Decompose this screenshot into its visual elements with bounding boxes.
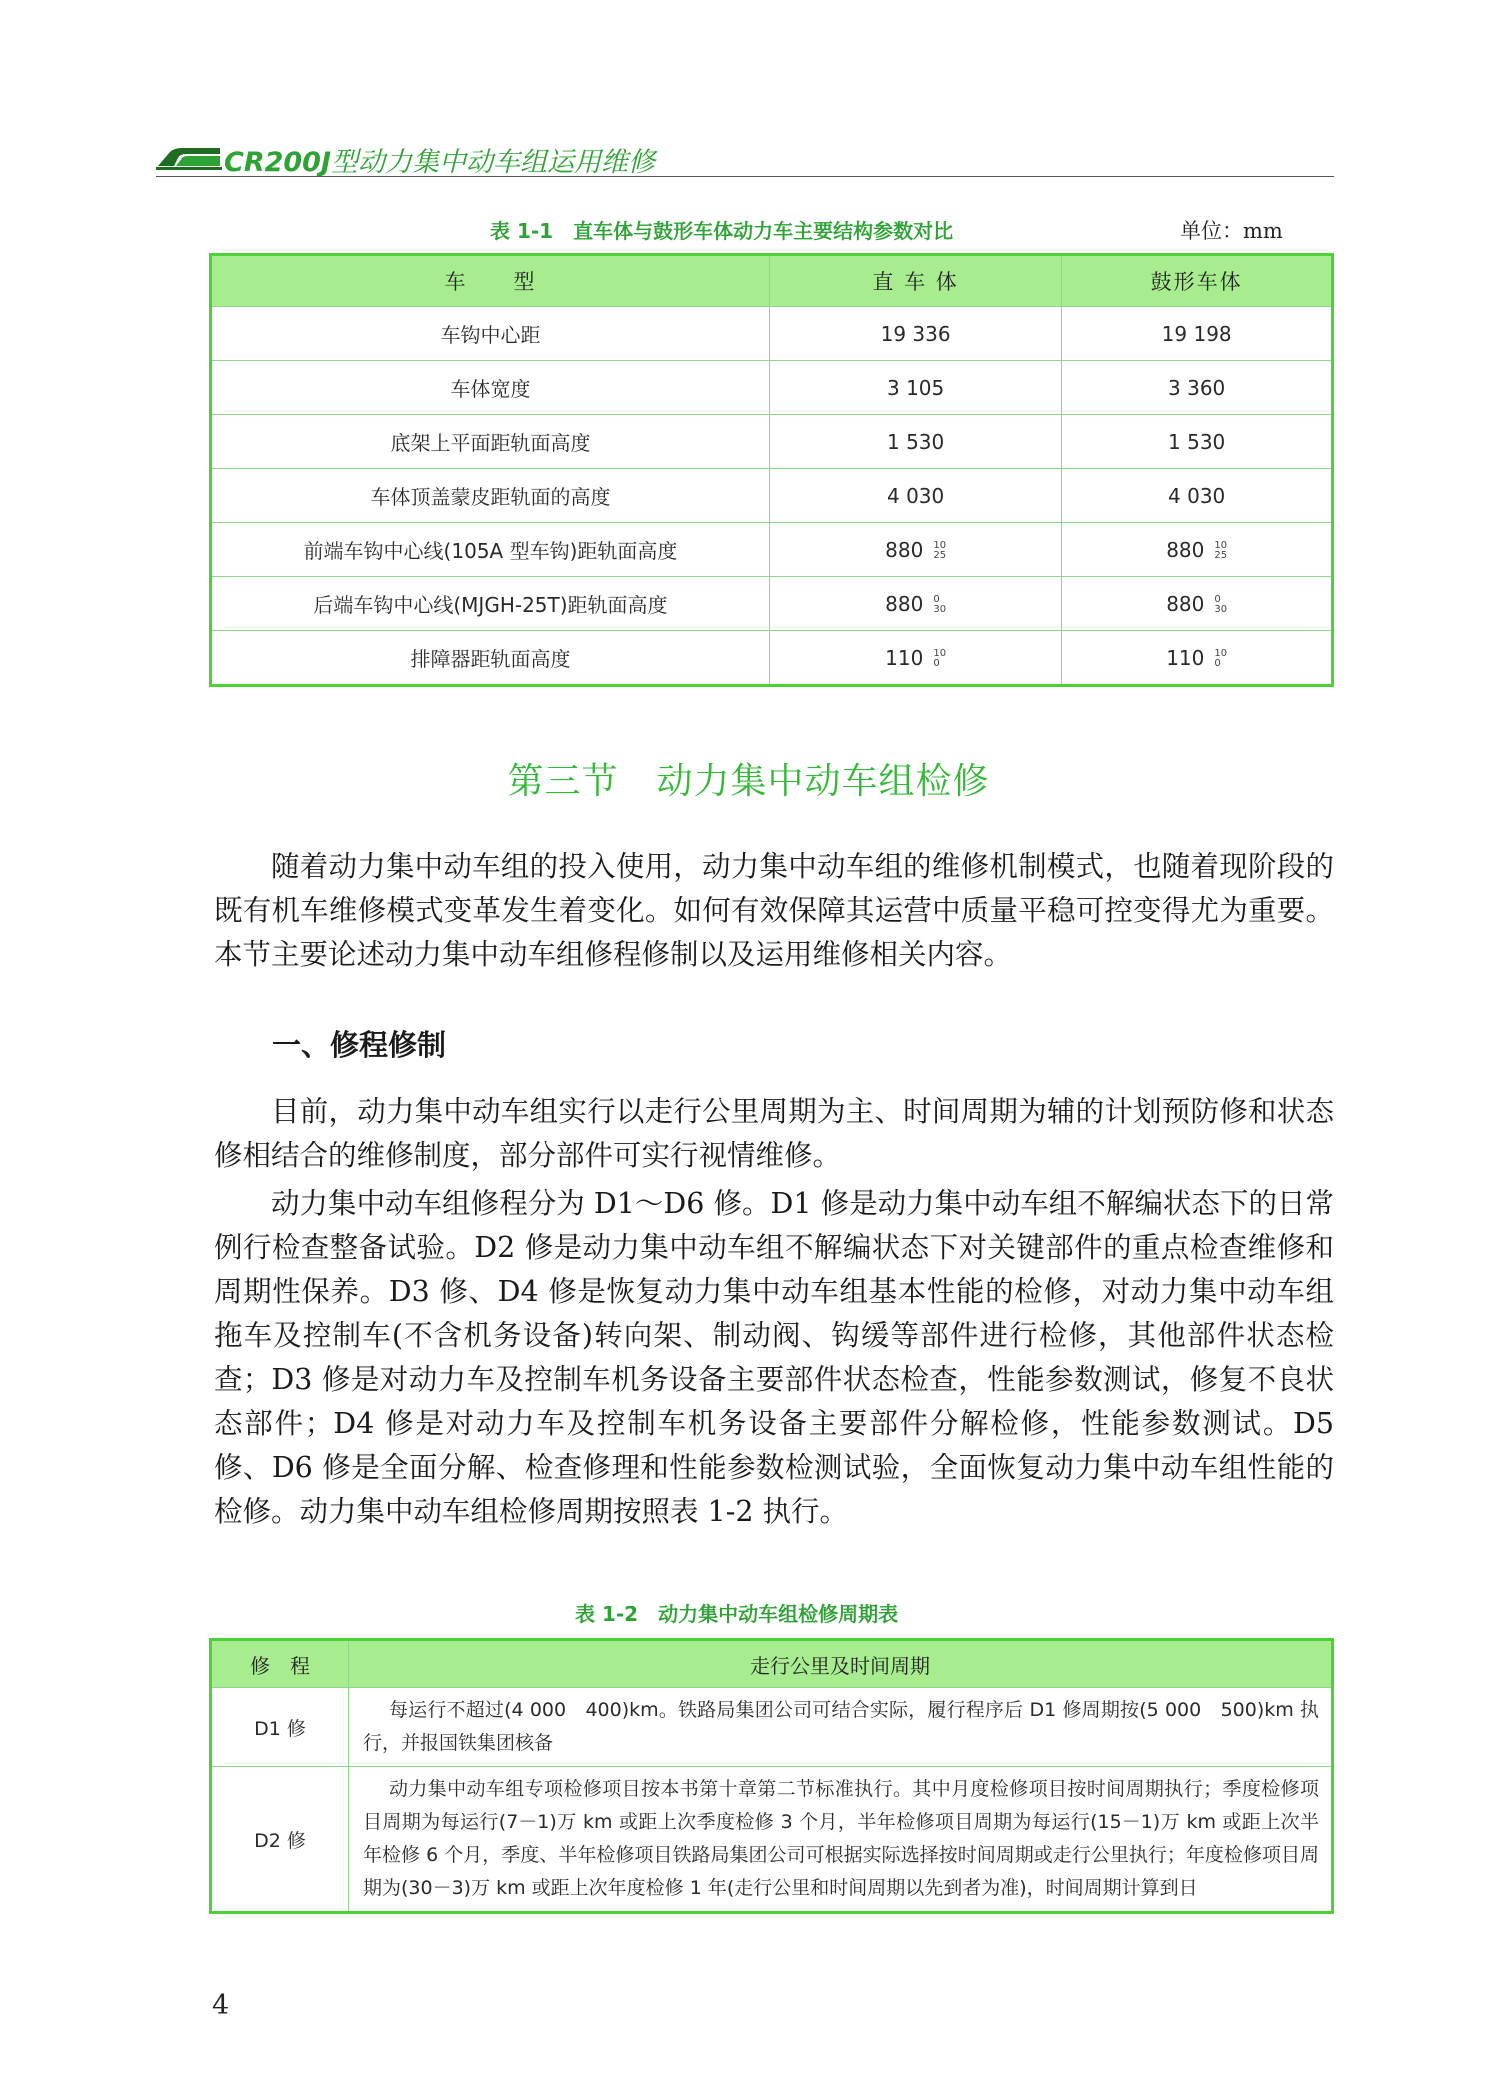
table1-unit: 单位：mm (1180, 219, 1283, 243)
section-heading: 第三节 动力集中动车组检修 (507, 761, 990, 802)
row-label: 底架上平面距轨面高度 (211, 415, 770, 469)
tolerance: 0 30 (1214, 594, 1228, 615)
cell-value: 1 530 (1062, 415, 1333, 469)
running-header (156, 140, 1334, 176)
header-cell: 鼓形车体 (1062, 255, 1333, 307)
cell-value: 880 0 30 (1062, 577, 1333, 631)
row-label: 车体顶盖蒙皮距轨面的高度 (211, 469, 770, 523)
cell-value: 每运行不超过(4 000 400)km。铁路局集团公司可结合实际，履行程序后 D1 修周期按(5 000 500)km 执行，并报国铁集团核备 (349, 1688, 1333, 1767)
header-cell: 车 型 (211, 255, 770, 307)
cell-value: 880 0 30 (769, 577, 1061, 631)
table-1-1 (209, 253, 1334, 687)
row-label: 车体宽度 (211, 361, 770, 415)
cell-value: 3 360 (1062, 361, 1333, 415)
train-logo-icon (156, 144, 222, 170)
cell-value: 110 10 0 (1062, 631, 1333, 686)
paragraph: 动力集中动车组修程分为 D1～D6 修。D1 修是动力集中动车组不解编状态下的日常例行检查整备试验。D2 修是动力集中动车组不解编状态下对关键部件的重点检查维修和周期性保养。D3 修、D4 修是恢复动力集中动车组基本性能的检修，对动力集中动车组拖车及控制车(不含机务设备)转向架、制动阀、钩缓等部件进行检修，其他部件状态检查；D3 修是对动力车及控制车机务设备主要部件状态检查，性能参数测试，修复不良状态部件；D4 修是对动力车及控制车机务设备主要部件分解检修，性能参数测试。D5 修、D6 修是全面分解、检查修理和性能参数检测试验，全面恢复动力集中动车组性能的检修。动力集中动车组检修周期按照表 1-2 执行。 (214, 1187, 1334, 1528)
table-row (211, 1767, 1333, 1913)
cell-value: 110 10 0 (769, 631, 1061, 686)
table-row (211, 523, 1333, 577)
table-row (211, 415, 1333, 469)
cell-value: 880 10 25 (1062, 523, 1333, 577)
table-header-row (211, 255, 1333, 307)
row-label: 前端车钩中心线(105A 型车钩)距轨面高度 (211, 523, 770, 577)
row-label: 排障器距轨面高度 (211, 631, 770, 686)
subsection-heading: 一、修程修制 (272, 1028, 447, 1062)
paragraph: 目前，动力集中动车组实行以走行公里周期为主、时间周期为辅的计划预防修和状态修相结合的维修制度，部分部件可实行视情维修。 (214, 1095, 1334, 1172)
tolerance: 10 0 (933, 648, 947, 669)
header-rule (156, 176, 1334, 177)
cell-value: 4 030 (769, 469, 1061, 523)
table2-caption: 表 1-2 动力集中动车组检修周期表 (575, 1602, 899, 1626)
cell-value: 19 198 (1062, 307, 1333, 361)
table-row (211, 631, 1333, 686)
page-number: 4 (212, 1990, 230, 2021)
table-row (211, 577, 1333, 631)
tolerance: 10 25 (933, 540, 947, 561)
table-1-2 (209, 1638, 1334, 1914)
tolerance: 10 0 (1214, 648, 1228, 669)
cell-value: 880 10 25 (769, 523, 1061, 577)
table1-caption: 表 1-1 直车体与鼓形车体动力车主要结构参数对比 (490, 219, 954, 243)
header-cell: 直 车 体 (769, 255, 1061, 307)
row-label: D2 修 (211, 1767, 349, 1913)
table-row (211, 307, 1333, 361)
row-label: D1 修 (211, 1688, 349, 1767)
row-label: 后端车钩中心线(MJGH-25T)距轨面高度 (211, 577, 770, 631)
row-label: 车钩中心距 (211, 307, 770, 361)
header-cell: 走行公里及时间周期 (349, 1640, 1333, 1688)
intro-paragraph: 随着动力集中动车组的投入使用，动力集中动车组的维修机制模式，也随着现阶段的既有机车维修模式变革发生着变化。如何有效保障其运营中质量平稳可控变得尤为重要。本节主要论述动力集中动车组修程修制以及运用维修相关内容。 (214, 850, 1334, 971)
table-header-row (211, 1640, 1333, 1688)
cell-value: 4 030 (1062, 469, 1333, 523)
cell-value: 1 530 (769, 415, 1061, 469)
table-row (211, 469, 1333, 523)
book-title: CR200J型动力集中动车组运用维修 (224, 147, 656, 178)
tolerance: 10 25 (1214, 540, 1228, 561)
cell-value: 动力集中动车组专项检修项目按本书第十章第二节标准执行。其中月度检修项目按时间周期执行；季度检修项目周期为每运行(7－1)万 km 或距上次季度检修 3 个月，半年检修项目周期为每运行(15－1)万 km 或距上次半年检修 6 个月，季度、半年检修项目铁路局集团公司可根据实际选择按时间周期或走行公里执行；年度检修项目周期为(30－3)万 km 或距上次年度检修 1 年(走行公里和时间周期以先到者为准)，时间周期计算到日 (349, 1767, 1333, 1913)
header-cell: 修 程 (211, 1640, 349, 1688)
table-row (211, 361, 1333, 415)
table-row (211, 1688, 1333, 1767)
cell-value: 19 336 (769, 307, 1061, 361)
cell-value: 3 105 (769, 361, 1061, 415)
tolerance: 0 30 (933, 594, 947, 615)
